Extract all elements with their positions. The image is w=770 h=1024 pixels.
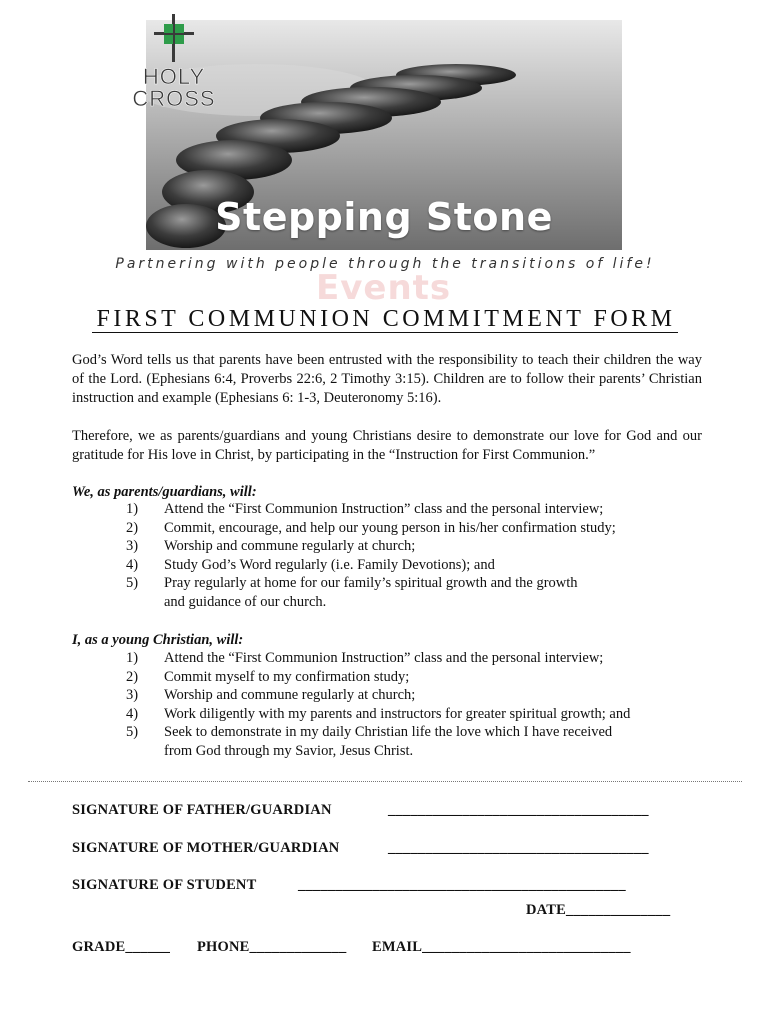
list-item: [96, 649, 696, 668]
list-item: [96, 556, 696, 575]
tagline: Partnering with people through the transitions of life!: [115, 256, 655, 272]
cross-icon: [152, 14, 196, 62]
student-signature-line[interactable]: ____________________________________________: [298, 877, 626, 893]
list-item: [96, 500, 696, 519]
section-divider: [28, 781, 742, 782]
child-heading: I, as a young Christian, will:: [72, 632, 244, 648]
list-item-number: 5): [126, 724, 139, 741]
form-title-text: FIRST COMMUNION COMMITMENT FORM: [92, 306, 677, 333]
list-item-number: 1): [126, 650, 139, 666]
mother-signature-label: SIGNATURE OF MOTHER/GUARDIAN: [72, 840, 340, 856]
list-item-number: 2): [126, 519, 139, 536]
logo-text-cross: CROSS: [132, 86, 216, 111]
list-item-number: 4): [126, 556, 139, 573]
list-item-number: 2): [126, 668, 139, 685]
watermark-text: Events: [316, 268, 452, 308]
list-item-text: Seek to demonstrate in my daily Christian life the love which I have received from God through my Savior, Jesus Christ.: [164, 724, 613, 759]
holy-cross-logo: [124, 14, 224, 114]
list-item: [96, 668, 696, 687]
list-item-text: Commit, encourage, and help our young person in his/her confirmation study;: [164, 519, 616, 536]
list-item: [96, 723, 696, 760]
list-item-number: 3): [126, 687, 139, 704]
list-item-number: 1): [126, 501, 139, 517]
list-item-text: Pray regularly at home for our family’s spiritual growth and the growth and guidance of our church.: [164, 575, 578, 610]
banner-title: Stepping Stone: [215, 195, 553, 239]
father-signature-label: SIGNATURE OF FATHER/GUARDIAN: [72, 802, 332, 818]
list-item-text: Worship and commune regularly at church;: [164, 687, 416, 704]
list-item-number: 4): [126, 705, 139, 722]
logo-text-holy: HOLY: [142, 64, 206, 89]
list-item: [96, 537, 696, 556]
list-item-text: Work diligently with my parents and instructors for greater spiritual growth; and: [164, 705, 631, 722]
list-item-text: Worship and commune regularly at church;: [164, 538, 416, 555]
list-item-number: 3): [126, 538, 139, 555]
intro-paragraph: God’s Word tells us that parents have been entrusted with the responsibility to teach their children the way of the Lord. (Ephesians 6:4, Proverbs 22:6, 2 Timothy 3:15). Children are to follow their parents’ Christian instruction and example (Ephesians 6: 1-3, Deuteronomy 5:16).: [72, 352, 702, 406]
list-item-text: Commit myself to my confirmation study;: [164, 668, 410, 685]
date-field[interactable]: DATE______________: [526, 902, 671, 918]
email-field[interactable]: EMAIL____________________________: [372, 939, 631, 955]
list-item: [96, 574, 696, 611]
logo-text: [124, 66, 224, 110]
phone-field[interactable]: PHONE_____________: [197, 939, 347, 955]
list-item: [96, 519, 696, 538]
student-signature-label: SIGNATURE OF STUDENT: [72, 877, 257, 893]
list-item-text: Attend the “First Communion Instruction” class and the personal interview;: [164, 650, 604, 666]
child-commitment-list: [96, 649, 696, 761]
grade-field[interactable]: GRADE______: [72, 939, 171, 955]
form-title: [0, 306, 770, 333]
list-item-text: Attend the “First Communion Instruction” class and the personal interview;: [164, 501, 604, 517]
list-item: [96, 686, 696, 705]
mother-signature-line[interactable]: ___________________________________: [388, 840, 649, 856]
list-item-number: 5): [126, 575, 139, 592]
parents-commitment-list: [96, 500, 696, 612]
father-signature-line[interactable]: ___________________________________: [388, 802, 649, 818]
list-item-text: Study God’s Word regularly (i.e. Family Devotions); and: [164, 556, 495, 573]
commitment-paragraph: Therefore, we as parents/guardians and young Christians desire to demonstrate our love for God and our gratitude for His love in Christ, by participating in the “Instruction for First Communion.”: [72, 428, 702, 463]
list-item: [96, 705, 696, 724]
parents-heading: We, as parents/guardians, will:: [72, 484, 257, 500]
